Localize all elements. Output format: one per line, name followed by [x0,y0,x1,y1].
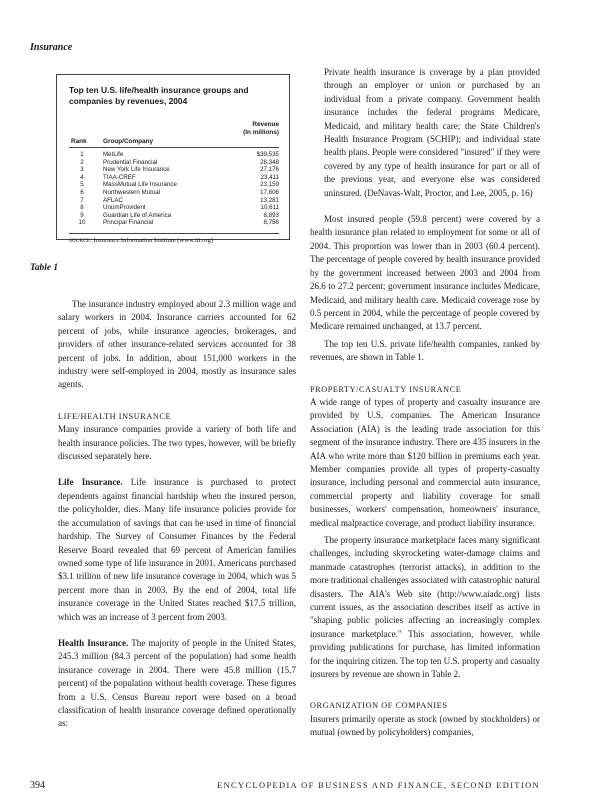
cell-revenue: 8,756 [263,219,279,227]
paragraph: Many insurance companies provide a variety of both life and health insurance policies. The two types, however, will be briefly discussed separately here. [58,424,296,462]
section-heading-property-casualty: PROPERTY/CASUALTY INSURANCE [310,384,462,394]
cell-company: Principal Financial [103,219,154,227]
table-row [69,189,279,197]
cell-revenue: 27,176 [260,166,279,174]
cell-rank: 1 [80,151,84,158]
cell-rank: 6 [80,188,84,196]
table-row [69,204,279,212]
paragraph-text: The majority of people in the United States, 245.3 million (84.3 percent of the population) had some health insurance coverage in 2004. There were 45.8 million (15.7 percent) of the population without health coverage. These figures from a U.S. Census Bureau report were based on a broad classification of health insurance coverage defined operationally as: [58,637,296,729]
section-heading-organization: ORGANIZATION OF COMPANIES [310,701,448,711]
table-caption: Table 1 [30,263,59,273]
cell-rank: 5 [80,181,84,189]
table-row [69,151,279,159]
table-row [69,212,279,220]
cell-company: MassMutual Life Insurance [103,181,177,189]
cell-company: TIAA-CREF [103,173,136,181]
source-text: Insurance Information Institute (www.iii.org) [93,236,214,244]
table-row [69,219,279,227]
source-label: source: [69,236,92,244]
cell-revenue: 17,806 [260,188,279,196]
run-in-heading: Life Insurance. [58,477,123,488]
table-title: Top ten U.S. life/health insurance groups and companies by revenues, 2004 [69,85,249,106]
left-column [58,298,296,731]
table-source [69,233,279,244]
cell-company: Guardian Life of America [103,211,172,219]
section-heading-life-health: LIFE/HEALTH INSURANCE [58,411,172,421]
cell-revenue: 10,611 [260,204,279,212]
table-row [69,197,279,205]
column-header-rank: Rank [71,138,87,145]
table-row [69,166,279,174]
cell-company: New York Life Insurance [103,166,170,174]
paragraph: The insurance industry employed about 2.3 million wage and salary workers in 2004. Insurance carriers accounted for 62 percent of jobs, while insurance agencies, brokerages, and providers of other insurance-related services accounted for 38 percent of jobs. In addition, about 151,000 workers in the industry were self-employed in 2004, mostly as insurance sales agents. [58,299,296,390]
paragraph: The top ten U.S. private life/health companies, ranked by revenues, are shown in Table 1. [310,338,540,363]
cell-company: Northwestern Mutual [103,188,161,196]
cell-revenue: 8,893 [263,211,279,219]
table-row [69,181,279,189]
run-in-heading: Health Insurance. [58,637,129,648]
paragraph: The property insurance marketplace faces many significant challenges, including skyrocketing water-damage claims and manmade catastrophes (terrorist attacks), in addition to the more traditional challenges associated with catastrophic natural disasters. The AIA's Web site (http://www.aiadc.org) lists current issues, as the association describes itself as active in "shaping public policies affecting an increasingly complex insurance marketplace." This association, however, while providing publications for purchase, has limited information for the inquiring citizen. The top ten U.S. property and casualty insurers by revenue are shown in Table 2. [310,535,540,680]
table-row [69,159,279,167]
cell-rank: 4 [80,173,84,181]
revenue-header-line1: Revenue [252,121,279,128]
table-body [69,151,279,227]
cell-company: UnumProvident [103,204,146,212]
paragraph-text: Life insurance is purchased to protect dependents against financial hardship when the insured person, the policyholder, dies. Many life insurance policies provide for the accumulation of savings that can be used in time of financial hardship. The Survey of Consumer Finances by the Federal Reserve Board revealed that 69 percent of American families owned some type of life insurance in 2001. Americans purchased $3.1 trillion of new life insurance coverage in 2004, which was 5 percent more than in 2003. By the end of 2004, total life insurance coverage in the United States reached $17.5 trillion, which was an increase of 3 percent from 2003. [58,477,296,622]
paragraph-health-insurance [58,637,296,731]
cell-revenue: 23,159 [260,181,279,189]
table-row [69,174,279,182]
paragraph: Most insured people (59.8 percent) were covered by a health insurance plan related to employment for some or all of 2004. This proportion was lower than in 2003 (60.4 percent). The percentage of people covered by health insurance provided by the government increased between 2003 and 2004 from 26.6 to 27.2 percent; government insurance includes Medicare, Medicaid, and military health care. Medicaid coverage rose by 0.5 percent in 2004, while the percentage of people covered by Medicare remained unchanged, at 13.7 percent. [310,214,540,332]
cell-revenue: 28,348 [260,158,279,166]
paragraph: A wide range of types of property and casualty insurance are provided by U.S. companies. The American Insurance Association (AIA) is the leading trade association for this segment of the insurance industry. There are 435 insurers in the AIA who write more than $120 billion in premiums each year. Member companies provide all types of property-casualty insurance, including personal and commercial auto insurance, commercial property and liability coverage for small businesses, workers' compensation, homeowners' insurance, medical malpractice coverage, and product liability insurance. [310,396,540,528]
cell-rank: 10 [78,219,86,227]
block-quote: Private health insurance is coverage by a plan provided through an employer or union or purchased by an individual from a private company. Government health insurance includes the federal programs Medicare, Medicaid, and military health care; the State Children's Health Insurance Program (SCHIP); and individual state health plans. People were considered "insured" if they were covered by any type of health insurance for part or all of the previous year, and everyone else was considered uninsured. (DeNavas-Walt, Proctor, and Lee, 2005, p. 16) [324,67,540,198]
paragraph: Insurers primarily operate as stock (owned by stockholders) or mutual (owned by policyholders) companies, [310,713,540,738]
revenue-header-line2: (In millions) [243,129,279,136]
cell-rank: 2 [80,158,84,166]
cell-revenue: 13,281 [260,196,279,204]
cell-revenue: $39,535 [256,151,279,158]
cell-company: Prudential Financial [103,158,158,166]
footer-book-title: ENCYCLOPEDIA OF BUSINESS AND FINANCE, SECOND EDITION [217,781,540,790]
cell-company: AFLAC [103,196,123,204]
column-header-revenue [243,121,279,137]
paragraph-life-insurance [58,476,296,623]
cell-rank: 3 [80,166,84,174]
cell-rank: 9 [80,211,84,219]
cell-company: MetLife [103,151,124,158]
cell-revenue: 23,411 [260,173,279,181]
column-header-group: Group/Company [103,138,154,145]
cell-rank: 7 [80,196,84,204]
cell-rank: 8 [80,204,84,212]
running-head: Insurance [30,42,73,53]
right-column [310,66,540,740]
table-1-box [56,74,290,244]
table-header [69,119,279,148]
page-number: 394 [30,780,45,791]
